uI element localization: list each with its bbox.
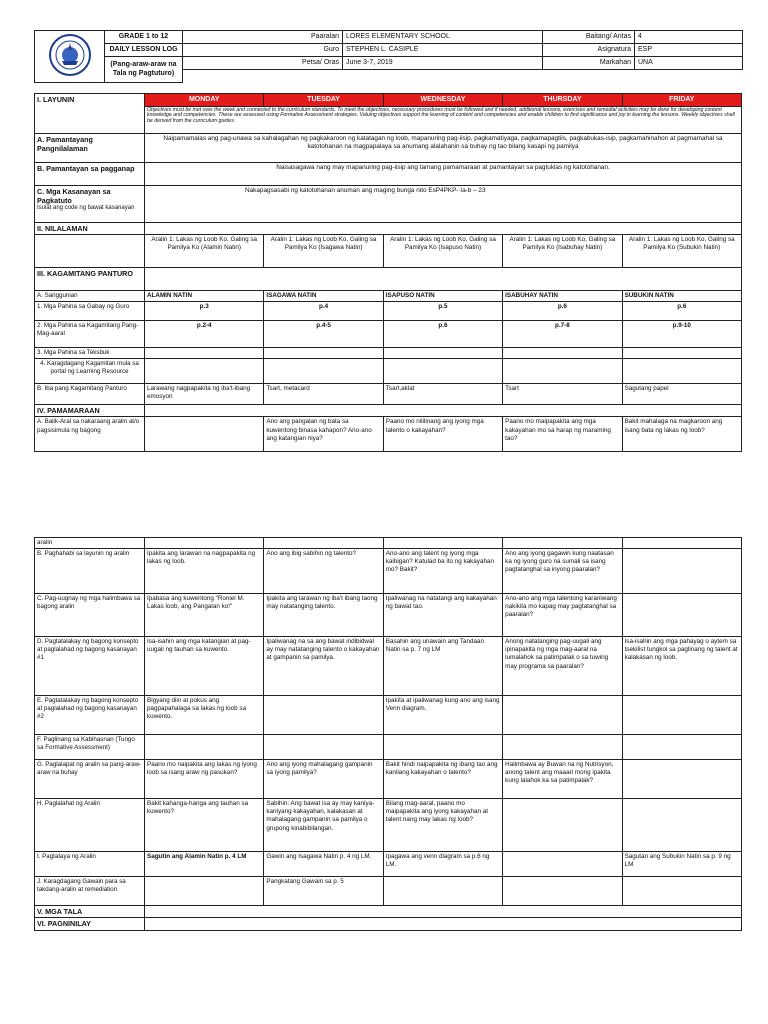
g-cell: Paano mo naipakita ang lakas ng iyong loob sa isang araw ng pasukan? xyxy=(145,760,264,799)
day-wednesday: WEDNESDAY xyxy=(383,93,502,106)
g-cell: Halimbawa ay Buwan na ng Nutrisyon, anong talent ang maaari mong ipakita kung lalahok ka sa patimpalak? xyxy=(503,760,622,799)
i-cell: Sagutin ang Alamin Natin p. 4 LM xyxy=(145,852,264,877)
date-value: June 3-7, 2019 xyxy=(343,57,543,70)
iba-pa-cell: Tsart,aklat xyxy=(383,384,502,405)
log-subtitle: (Pang-araw-araw na Tala ng Pagtuturo) xyxy=(105,57,183,83)
g-cell: Ano ang iyong mahalagang gampanin sa iyong pamilya? xyxy=(264,760,383,799)
day-tuesday: TUESDAY xyxy=(264,93,383,106)
i-label: I. Pagtataya ng Aralin xyxy=(35,852,145,877)
balik-cell xyxy=(145,417,264,452)
j-cell xyxy=(503,877,622,906)
iba-pa-cell: Larawang nagpapakita ng iba't-ibang emosyon xyxy=(145,384,264,405)
karagdagang-label: 4. Karagdagang Kagamitan mula sa portal ng Learning Resource xyxy=(35,359,145,384)
teacher-label: Guro xyxy=(183,44,343,57)
pagganap-text: Naisasagawa nang may mapanuring pag-iisip ang tamang pamamaraan at pamantayan sa pagtuklas ng katotohanan. xyxy=(145,162,742,185)
header-table xyxy=(34,30,743,83)
iba-pa-cell: Tsart xyxy=(503,384,622,405)
d-cell: Basahin ang unawain ang Tandaan Natin sa p. 7 ng LM xyxy=(383,637,502,696)
kagamitan-label: III. KAGAMITANG PANTURO xyxy=(35,267,145,290)
gabay-label: 1. Mga Pahina sa Gabay ng Guro xyxy=(35,302,145,321)
h-cell: Bilang mag-aaral, paano mo maipapakita ang iyong kakayahan at talent nang may lakas ng loob? xyxy=(383,799,502,852)
balik-cell: Bakit mahalaga na magkaroon ang isang bata ng lakas ng loob? xyxy=(622,417,741,452)
balik-cell: Ano ang pangalan ng bata sa kuwentong binasa kahapon? Ano-ano ang katangian niya? xyxy=(264,417,383,452)
c-cell: Ipabasa ang kuwentong "Roniel M. Lakas loob, ang Pangalan ko!" xyxy=(145,594,264,637)
nilalaman-spacer xyxy=(145,222,742,234)
d-cell: Isa-isahin ang mga pahayag o aytem sa tsekilist tungkol sa paglinang ng talent at kalakasan ng loob. xyxy=(622,637,741,696)
grade-label: GRADE 1 to 12 xyxy=(105,31,183,44)
i-cell: Ipagawa ang venn diagram sa p.6 ng LM. xyxy=(383,852,502,877)
sanggunian-cell: ALAMIN NATIN xyxy=(145,290,264,301)
nilalaman-cell: Aralin 1: Lakas ng Loob Ko, Galing sa Pamilya Ko (Alamin Natin) xyxy=(145,234,264,267)
e-label: E. Pagtatalakay ng bagong konsepto at paglalahad ng bagong kasanayan #2 xyxy=(35,696,145,735)
d-label: D. Pagtatalakay ng bagong konsepto at paglalahad ng bagong kasanayan #1 xyxy=(35,637,145,696)
b-cell: Ano-ano ang talent ng iyong mga kaibigan? Katulad ba ito ng kakayahan mo? Bakit? xyxy=(383,549,502,594)
kagamitang-mag-cell: p.4-5 xyxy=(264,321,383,348)
d-cell: Anong natatanging pag-uugali ang ipinapakita ng mga mag-aaral na lumalahok sa patimpalak o sa tuwing may programa sa paaralan? xyxy=(503,637,622,696)
h-cell: Sabihin: Ang bawat isa ay may kaniya-kaniyang kakayahan, kalakasan at mahalagang gampanin sa pamilya o grupong kinabibilangan. xyxy=(264,799,383,852)
h-cell xyxy=(503,799,622,852)
c-cell: Ipakita ang larawan ng iba't ibang taong may natatanging talento. xyxy=(264,594,383,637)
gabay-cell: p.3 xyxy=(145,302,264,321)
pamantayang-label: A. Pamantayang Pangnilalaman xyxy=(35,133,145,162)
kasanayan-cell xyxy=(35,185,145,222)
day-monday: MONDAY xyxy=(145,93,264,106)
day-friday: FRIDAY xyxy=(622,93,741,106)
nilalaman-blank xyxy=(35,234,145,267)
kagamitang-mag-cell: p.6 xyxy=(383,321,502,348)
e-cell: Bigyang diin at pokus ang pagpapahalaga sa lakas ng loob sa kuwento. xyxy=(145,696,264,735)
mga-tala-label: V. MGA TALA xyxy=(35,906,145,918)
nilalaman-cell: Aralin 1: Lakas ng Loob Ko, Galing sa Pamilya Ko (Subukin Natin) xyxy=(622,234,741,267)
gabay-cell: p.6 xyxy=(503,302,622,321)
sanggunian-cell: ISAPUSO NATIN xyxy=(383,290,502,301)
teacher-value: STEPHEN L. CASIPLE xyxy=(343,44,543,57)
pagninilay-label: VI. PAGNINILAY xyxy=(35,918,145,930)
objectives-note: Objectives must be met over the week and connected to the curriculum standards. To meet the objectives, necessary procedures must be followed and if needed, additional lessons, exercises and remedial activities may be done for developing content knowledge and competencies. These are assessed using Formative Assessment strategies. Valuing objectives support the learning of content and competencies and enable children to find significance and joy in learning the lessons. Weekly objectives shall be derived from the curriculum guides. xyxy=(145,106,742,133)
b-label: B. Paghahabi sa layunin ng aralin xyxy=(35,549,145,594)
balik-cell: Paano mo maipapakita ang mga kakayahan mo sa harap ng maraming tao? xyxy=(503,417,622,452)
lesson-table-2 xyxy=(34,537,742,931)
b-cell: Ipakita ang larawan na nagpapakita ng lakas ng loob. xyxy=(145,549,264,594)
kagamitang-mag-cell: p.7-8 xyxy=(503,321,622,348)
quarter-value: UNA xyxy=(635,57,743,70)
i-cell: Sagutan ang Subukin Natin sa p. 9 ng LM xyxy=(622,852,741,877)
quarter-label: Markahan xyxy=(543,57,635,70)
pagganap-label: B. Pamantayan sa pagganap xyxy=(35,162,145,185)
e-cell xyxy=(503,696,622,735)
subject-label: Asignatura xyxy=(543,44,635,57)
level-value: 4 xyxy=(635,31,743,44)
balik-cell: Paano mo nililinang ang iyong mga talento o kakayahan? xyxy=(383,417,502,452)
kagamitang-mag-label: 2. Mga Pahina sa Kagamitang Pang-Mag-aaral xyxy=(35,321,145,348)
day-thursday: THURSDAY xyxy=(503,93,622,106)
gabay-cell: p.4 xyxy=(264,302,383,321)
g-cell: Bakit hindi naipapakita ng ibang tao ang kanilang kakayahan o talento? xyxy=(383,760,502,799)
nilalaman-cell: Aralin 1: Lakas ng Loob Ko, Galing sa Pamilya Ko (Isapuso Natin) xyxy=(383,234,502,267)
c-cell: Ano-ano ang mga talentong karaniwang nakikita mo kapag may pagtatanghal sa paaralan? xyxy=(503,594,622,637)
nilalaman-cell: Aralin 1: Lakas ng Loob Ko, Galing sa Pamilya Ko (Isabuhay Natin) xyxy=(503,234,622,267)
iba-pa-cell: Sagutang papel xyxy=(622,384,741,405)
h-cell xyxy=(622,799,741,852)
f-label: F. Paglinang sa Kabihasnan (Tungo sa Formative Assessment) xyxy=(35,735,145,760)
sanggunian-cell: SUBUKIN NATIN xyxy=(622,290,741,301)
e-cell xyxy=(622,696,741,735)
e-cell xyxy=(264,696,383,735)
sanggunian-label: A. Sanggunian xyxy=(35,290,145,301)
iba-pa-cell: Tsart, metacard xyxy=(264,384,383,405)
nilalaman-cell: Aralin 1: Lakas ng Loob Ko, Galing sa Pamilya Ko (Isagawa Natin) xyxy=(264,234,383,267)
c-cell xyxy=(622,594,741,637)
g-label: G. Paglalapat ng aralin sa pang-araw-araw na buhay xyxy=(35,760,145,799)
c-label: C. Pag-uugnay ng mga halimbawa sa bagong aralin xyxy=(35,594,145,637)
j-label: J. Karagdagang Gawain para sa takdang-aralin at remediation xyxy=(35,877,145,906)
pamamaraan-label: IV. PAMAMARAAN xyxy=(35,405,145,417)
date-label: Petsa/ Oras xyxy=(183,57,343,70)
kasanayan-sub: Isulat ang code ng bawat kasanayan xyxy=(37,205,135,212)
kagamitan-spacer xyxy=(145,267,742,290)
b-cell: Ano ang iyong gagawin kung naatasan ka ng iyong guro na sumali sa isang pagtatanghal sa inyong paaralan? xyxy=(503,549,622,594)
nilalaman-label: II. NILALAMAN xyxy=(35,222,145,234)
sanggunian-cell: ISABUHAY NATIN xyxy=(503,290,622,301)
d-cell: Isa-isahin ang mga katangian at pag-uugali ng tauhan sa kuwento. xyxy=(145,637,264,696)
e-cell: Ipakita at ipaliwanag kung ano ang isang Venn diagram. xyxy=(383,696,502,735)
c-cell: Ipaliwanag na natatangi ang kakayahan ng bawat tao. xyxy=(383,594,502,637)
page-2 xyxy=(34,537,742,931)
j-cell xyxy=(145,877,264,906)
h-cell: Bakit kahanga-hanga ang tauhan sa kuwento? xyxy=(145,799,264,852)
balik-label-cont: aralin xyxy=(35,538,145,549)
log-title: DAILY LESSON LOG xyxy=(105,44,183,57)
page-1 xyxy=(34,30,742,452)
teksbuk-label: 3. Mga Pahina sa Teksbuk xyxy=(35,348,145,359)
layunin-label: I. LAYUNIN xyxy=(35,93,145,133)
kasanayan-text: Nakapagsasabi ng katotohanan anuman ang maging bunga nito EsP4PKP- Ia-b – 23 xyxy=(145,185,742,222)
g-cell xyxy=(622,760,741,799)
b-cell: Ano ang ibig sabihin ng talento? xyxy=(264,549,383,594)
pamantayang-text: Naipamamalas ang pag-unawa sa kahalagahan ng pagkakaroon ng katatagan ng loob, mapanuring pag-iisip, pagkamatiyaga, pagkamapagtiis, pagkabukas-isip, pagkamahinahon at pagmamahal sa katotohanan na magpapalaya sa anumang alalahanin sa buhay ng tao bilang kasapi ng pamilya xyxy=(145,133,742,162)
i-cell: Gawin ang Isagawa Natin p. 4 ng LM. xyxy=(264,852,383,877)
kasanayan-label: C. Mga Kasanayan sa Pagkatuto xyxy=(37,186,111,205)
balik-label: A. Balik-Aral sa nakaraang aralin at/o pagsisimula ng bagong xyxy=(35,417,145,452)
iba-pa-label: B. Iba pang Kagamitang Panturo xyxy=(35,384,145,405)
gabay-cell: p.5 xyxy=(383,302,502,321)
school-label: Paaralan xyxy=(183,31,343,44)
lesson-table-1 xyxy=(34,93,742,453)
kagamitang-mag-cell: p.2-4 xyxy=(145,321,264,348)
j-cell xyxy=(383,877,502,906)
d-cell: Ipaliwanag na sa ang bawat indibidwal ay may natatanging talento o kakayahan at gampanin sa pamilya. xyxy=(264,637,383,696)
level-label: Baitang/ Antas xyxy=(543,31,635,44)
b-cell xyxy=(622,549,741,594)
j-cell xyxy=(622,877,741,906)
sanggunian-cell: ISAGAWA NATIN xyxy=(264,290,383,301)
deped-seal-icon xyxy=(35,31,105,83)
gabay-cell: p.6 xyxy=(622,302,741,321)
j-cell: Pangkatang Gawain sa p. 5 xyxy=(264,877,383,906)
subject-value: ESP xyxy=(635,44,743,57)
i-cell xyxy=(503,852,622,877)
h-label: H. Paglalahat ng Aralin xyxy=(35,799,145,852)
school-value: LORES ELEMENTARY SCHOOL xyxy=(343,31,543,44)
kagamitang-mag-cell: p.9-10 xyxy=(622,321,741,348)
